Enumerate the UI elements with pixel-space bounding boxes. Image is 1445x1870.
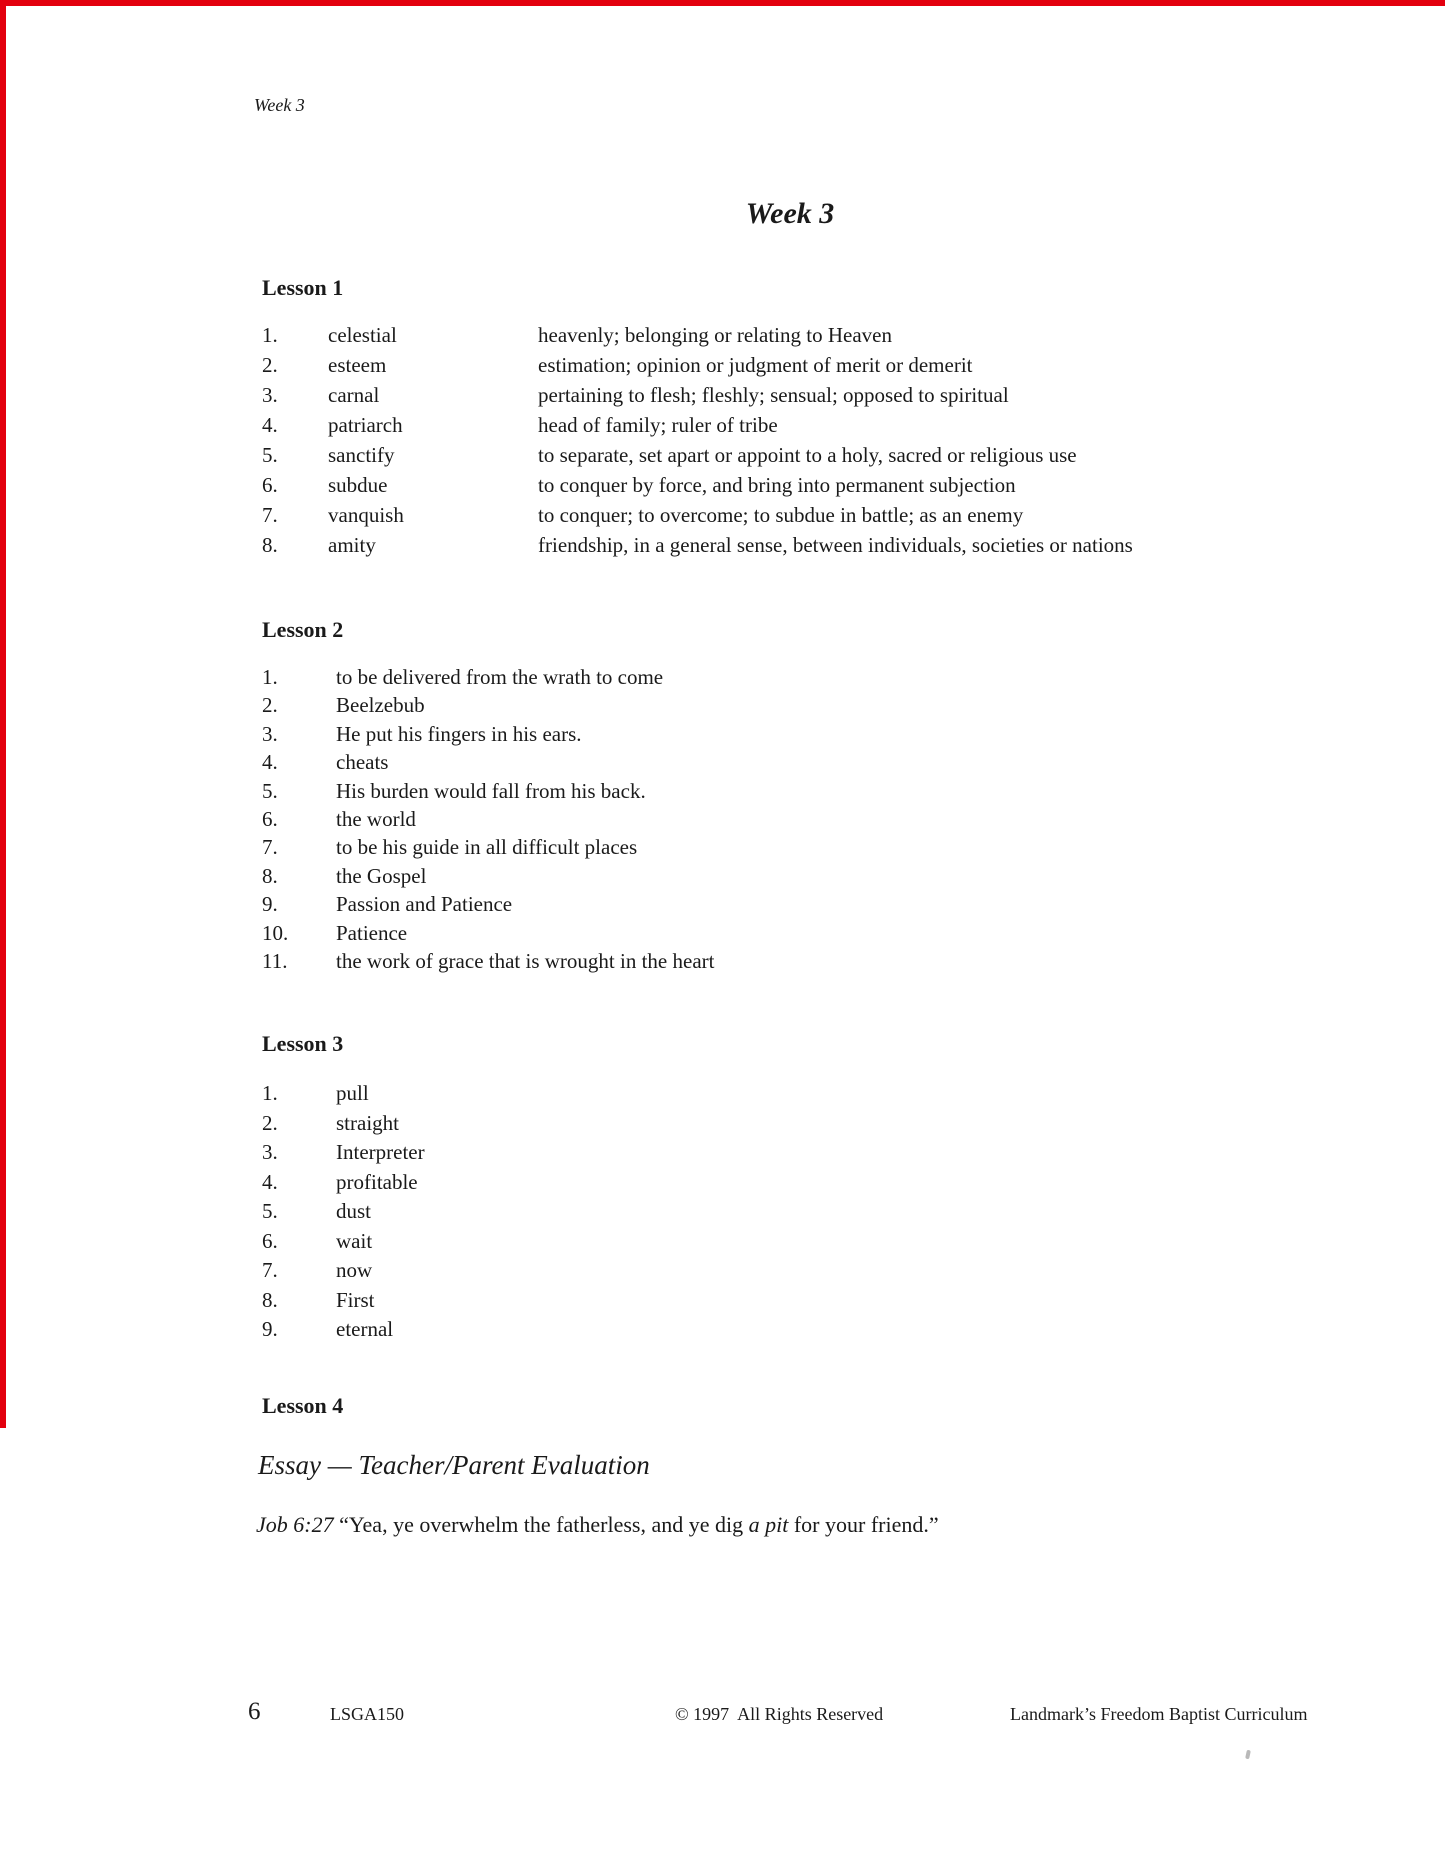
item-number: 3. — [262, 383, 278, 407]
essay-evaluation-line: Essay — Teacher/Parent Evaluation — [258, 1450, 650, 1480]
item-number: 5. — [262, 443, 278, 467]
answer-text: pull — [336, 1081, 369, 1105]
verse-reference: Job 6:27 — [256, 1512, 334, 1537]
answer-row — [262, 1315, 1162, 1345]
answer-row — [262, 748, 1262, 776]
answer-row — [262, 1286, 1162, 1316]
lesson-1-heading: Lesson 1 — [262, 275, 344, 300]
item-number: 9. — [262, 1317, 278, 1341]
answer-text: the Gospel — [336, 863, 427, 888]
item-number: 2. — [262, 693, 278, 718]
answer-row — [262, 862, 1262, 890]
vocab-definition: pertaining to flesh; fleshly; sensual; opposed to spiritual — [538, 383, 1009, 407]
item-number: 10. — [262, 920, 289, 945]
item-number: 1. — [262, 323, 278, 347]
vocab-row — [262, 350, 1362, 380]
answer-row — [262, 805, 1262, 833]
answer-row — [262, 663, 1262, 691]
answer-text: Passion and Patience — [336, 892, 513, 917]
scan-artifact-speck — [1245, 1750, 1251, 1760]
answer-text: eternal — [336, 1317, 394, 1341]
answer-text: Patience — [336, 920, 408, 945]
vocab-word: patriarch — [328, 413, 403, 437]
item-number: 1. — [262, 665, 278, 689]
vocab-row — [262, 380, 1362, 410]
verse-text-end: for your friend.” — [788, 1512, 939, 1537]
item-number: 11. — [262, 949, 288, 974]
answer-text: First — [336, 1287, 375, 1312]
item-number: 6. — [262, 473, 278, 497]
answer-text: wait — [336, 1228, 373, 1253]
item-number: 8. — [262, 863, 278, 888]
answer-row — [262, 1256, 1162, 1286]
answer-row — [262, 1197, 1162, 1227]
answer-text: profitable — [336, 1169, 418, 1194]
answer-row — [262, 691, 1262, 719]
vocab-word: subdue — [328, 473, 388, 497]
red-page-edge-left — [0, 0, 6, 1428]
vocab-row — [262, 440, 1362, 470]
vocab-definition: heavenly; belonging or relating to Heaven — [538, 323, 892, 347]
item-number: 1. — [262, 1081, 278, 1105]
item-number: 3. — [262, 1140, 278, 1164]
answer-text: the work of grace that is wrought in the heart — [336, 949, 715, 974]
answer-row — [262, 777, 1262, 805]
answer-row — [262, 1109, 1162, 1139]
item-number: 2. — [262, 1110, 278, 1135]
item-number: 7. — [262, 835, 278, 860]
item-number: 4. — [262, 1169, 278, 1194]
vocab-word: celestial — [328, 323, 397, 347]
item-number: 8. — [262, 1287, 278, 1312]
vocab-definition: to conquer; to overcome; to subdue in battle; as an enemy — [538, 503, 1024, 527]
vocab-word: sanctify — [328, 443, 395, 467]
lesson-2-heading: Lesson 2 — [262, 617, 344, 642]
vocab-word: amity — [328, 533, 376, 557]
vocab-definition: friendship, in a general sense, between individuals, societies or nations — [538, 533, 1133, 557]
item-number: 2. — [262, 353, 278, 377]
item-number: 8. — [262, 533, 278, 557]
publisher-name: Landmark’s Freedom Baptist Curriculum — [1010, 1704, 1308, 1724]
item-number: 6. — [262, 807, 278, 832]
lesson-4-heading: Lesson 4 — [262, 1393, 344, 1418]
scripture-verse — [256, 1512, 939, 1538]
running-head: Week 3 — [254, 95, 305, 115]
item-number: 5. — [262, 1199, 278, 1223]
answer-row — [262, 720, 1262, 748]
answer-row — [262, 919, 1262, 947]
answer-text: straight — [336, 1110, 399, 1135]
answer-text: He put his fingers in his ears. — [336, 721, 582, 746]
vocab-definition: estimation; opinion or judgment of merit or demerit — [538, 353, 973, 377]
vocab-definition: head of family; ruler of tribe — [538, 413, 778, 437]
item-number: 6. — [262, 1228, 278, 1253]
vocab-definition: to conquer by force, and bring into permanent subjection — [538, 473, 1016, 497]
verse-text: “Yea, ye overwhelm the fatherless, and ye dig — [333, 1512, 749, 1537]
item-number: 4. — [262, 750, 278, 775]
answer-row — [262, 890, 1262, 918]
vocab-row — [262, 410, 1362, 440]
answer-text: to be delivered from the wrath to come — [336, 665, 664, 689]
answer-text: cheats — [336, 750, 389, 775]
item-number: 9. — [262, 892, 278, 917]
item-number: 7. — [262, 1258, 278, 1282]
vocab-row — [262, 470, 1362, 500]
answer-text: dust — [336, 1199, 372, 1223]
item-number: 7. — [262, 503, 278, 527]
lesson-3-answer-list — [262, 1079, 1162, 1345]
answer-row — [262, 1168, 1162, 1198]
item-number: 4. — [262, 413, 278, 437]
answer-text: the world — [336, 807, 416, 832]
item-number: 3. — [262, 721, 278, 746]
vocab-word: esteem — [328, 353, 387, 377]
answer-row — [262, 833, 1262, 861]
vocab-row — [262, 320, 1362, 350]
answer-row — [262, 1138, 1162, 1168]
answer-row — [262, 1079, 1162, 1109]
answer-text: to be his guide in all difficult places — [336, 835, 638, 860]
answer-row — [262, 947, 1262, 975]
lesson-2-answer-list — [262, 663, 1262, 975]
answer-text: His burden would fall from his back. — [336, 778, 646, 803]
verse-italic-phrase: a pit — [748, 1512, 789, 1537]
curriculum-code: LSGA150 — [330, 1704, 405, 1724]
answer-text: now — [336, 1258, 373, 1282]
answer-row — [262, 1227, 1162, 1257]
answer-text: Interpreter — [336, 1140, 425, 1164]
copyright-notice: © 1997 All Rights Reserved — [675, 1704, 884, 1724]
vocab-row — [262, 530, 1362, 560]
page-number: 6 — [248, 1698, 261, 1725]
lesson-1-vocab-list — [262, 320, 1362, 560]
page-title: Week 3 — [745, 197, 835, 230]
lesson-3-heading: Lesson 3 — [262, 1031, 344, 1056]
vocab-definition: to separate, set apart or appoint to a holy, sacred or religious use — [538, 443, 1077, 467]
vocab-word: vanquish — [328, 503, 404, 527]
vocab-row — [262, 500, 1362, 530]
red-page-edge-top — [0, 0, 1445, 6]
vocab-word: carnal — [328, 383, 380, 407]
item-number: 5. — [262, 778, 278, 803]
answer-text: Beelzebub — [336, 693, 425, 718]
